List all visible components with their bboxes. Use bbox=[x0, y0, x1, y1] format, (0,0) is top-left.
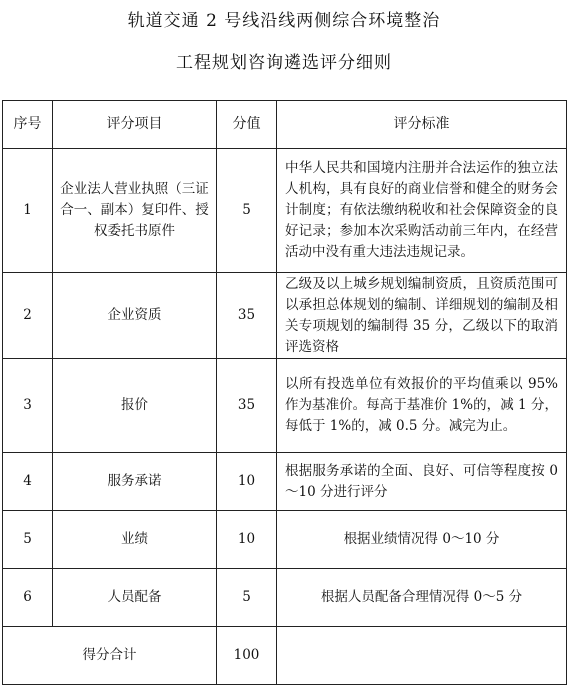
table-row bbox=[3, 273, 567, 359]
row-item: 人员配备 bbox=[53, 569, 217, 627]
row-standard: 乙级及以上城乡规划编制资质，且资质范围可以承担总体规划的编制、详细规划的编制及相关专项规划的编制得 35 分，乙级以下的取消评选资格 bbox=[277, 273, 567, 359]
row-score: 10 bbox=[217, 453, 277, 511]
row-standard: 根据人员配备合理情况得 0～5 分 bbox=[277, 569, 567, 627]
table-row bbox=[3, 453, 567, 511]
table-row bbox=[3, 149, 567, 273]
row-item: 业绩 bbox=[53, 511, 217, 569]
row-standard: 根据业绩情况得 0～10 分 bbox=[277, 511, 567, 569]
header-no: 序号 bbox=[3, 101, 53, 149]
row-standard: 以所有投选单位有效报价的平均值乘以 95%作为基准价。每高于基准价 1%的，减 1 分，每低于 1%的，减 0.5 分。减完为止。 bbox=[277, 359, 567, 453]
table-total-row bbox=[3, 627, 567, 685]
table-row bbox=[3, 511, 567, 569]
table-row bbox=[3, 569, 567, 627]
row-item: 服务承诺 bbox=[53, 453, 217, 511]
row-item: 报价 bbox=[53, 359, 217, 453]
header-score: 分值 bbox=[217, 101, 277, 149]
row-standard: 根据服务承诺的全面、良好、可信等程度按 0～10 分进行评分 bbox=[277, 453, 567, 511]
row-no: 3 bbox=[3, 359, 53, 453]
scoring-table bbox=[2, 100, 567, 685]
row-no: 1 bbox=[3, 149, 53, 273]
row-no: 6 bbox=[3, 569, 53, 627]
row-score: 10 bbox=[217, 511, 277, 569]
row-score: 5 bbox=[217, 149, 277, 273]
row-score: 5 bbox=[217, 569, 277, 627]
row-score: 35 bbox=[217, 359, 277, 453]
row-no: 2 bbox=[3, 273, 53, 359]
row-standard: 中华人民共和国境内注册并合法运作的独立法人机构，具有良好的商业信誉和健全的财务会计制度；有依法缴纳税收和社会保障资金的良好记录；参加本次采购活动前三年内，在经营活动中没有重大违法违规记录。 bbox=[277, 149, 567, 273]
row-score: 35 bbox=[217, 273, 277, 359]
document-title-line-2: 工程规划咨询遴选评分细则 bbox=[176, 53, 392, 73]
row-no: 5 bbox=[3, 511, 53, 569]
table-header-row bbox=[3, 101, 567, 149]
header-standard: 评分标准 bbox=[277, 101, 567, 149]
table-row bbox=[3, 359, 567, 453]
row-item: 企业法人营业执照（三证合一、副本）复印件、授权委托书原件 bbox=[53, 149, 217, 273]
total-standard bbox=[277, 627, 567, 685]
header-item: 评分项目 bbox=[53, 101, 217, 149]
total-label: 得分合计 bbox=[3, 627, 217, 685]
row-no: 4 bbox=[3, 453, 53, 511]
document-title-line-1: 轨道交通 2 号线沿线两侧综合环境整治 bbox=[127, 11, 441, 31]
total-score: 100 bbox=[217, 627, 277, 685]
row-item: 企业资质 bbox=[53, 273, 217, 359]
